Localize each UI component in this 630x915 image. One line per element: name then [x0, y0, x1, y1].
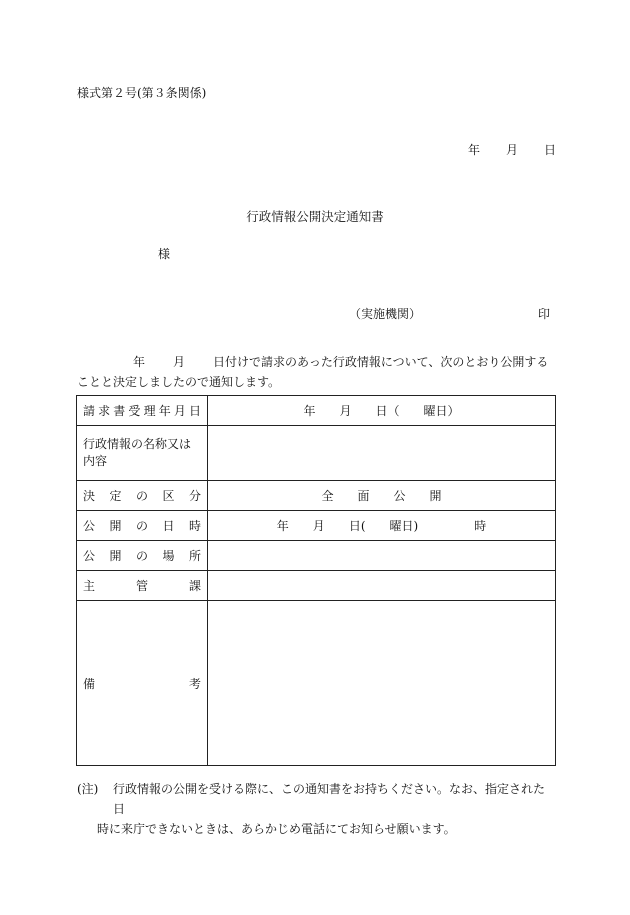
label-decision-type: [77, 481, 208, 511]
table-row: [77, 426, 556, 481]
label-decision-type-text: [83, 487, 201, 504]
date-month: 月: [506, 143, 519, 157]
agency-label: （実施機関）: [349, 307, 422, 321]
label-disclosure-place: [77, 541, 208, 571]
footnote-line-2: 時に来庁できないときは、あらかじめ電話にてお知らせ願います。: [97, 822, 456, 836]
label-text: 備 考: [83, 676, 201, 691]
footnote-first-line: [77, 779, 553, 819]
label-disclosure-datetime: [77, 511, 208, 541]
value-document-name: [208, 426, 556, 481]
value-part-day: 日(: [348, 519, 366, 533]
label-department: [77, 571, 208, 601]
label-disclosure-datetime-text: [83, 517, 201, 534]
table-row: [77, 541, 556, 571]
value-part: 面: [357, 489, 370, 503]
value-decision-type: [208, 481, 556, 511]
label-text: 公 開 の 場 所: [83, 549, 201, 563]
label-remarks-text: [83, 675, 201, 692]
seal-label: 印: [538, 307, 551, 321]
value-part: 公: [393, 489, 406, 503]
document-title: 行政情報公開決定通知書: [246, 209, 384, 224]
label-text: 主 管 課: [83, 579, 201, 593]
label-remarks: [77, 601, 208, 766]
value-disclosure-place: [208, 541, 556, 571]
value-part-weekday: 曜日）: [423, 404, 460, 418]
date-line: [468, 141, 556, 158]
form-number: 様式第２号(第３条関係): [77, 86, 207, 100]
value-part-day: 日（: [375, 404, 400, 418]
table-row: [77, 571, 556, 601]
footnote-line-1: 行政情報の公開を受ける際に、この通知書をお持ちください。なお、指定された日: [113, 782, 546, 816]
label-receipt-date-text: [83, 402, 201, 419]
value-part-month: 月: [312, 519, 325, 533]
intro-body: 日付けで請求のあった行政情報について、次のとおり公開することと決定しましたので通知します。: [77, 355, 549, 389]
value-part-year: 年: [276, 519, 289, 533]
value-remarks: [208, 601, 556, 766]
value-part-month: 月: [339, 404, 352, 418]
value-part: 開: [429, 489, 442, 503]
value-department: [208, 571, 556, 601]
table-row: [77, 481, 556, 511]
value-part-weekday: 曜日): [389, 519, 419, 533]
value-part: 全: [321, 489, 334, 503]
footnote: [77, 779, 553, 839]
table-row: [77, 511, 556, 541]
value-receipt-date: [208, 396, 556, 426]
table-row: [77, 396, 556, 426]
notice-table: [76, 395, 556, 766]
label-receipt-date: [77, 396, 208, 426]
intro-paragraph: [77, 352, 550, 392]
label-text: 請 求 書 受 理 年 月 日: [83, 404, 201, 418]
label-document-name: 行政情報の名称又は内容: [77, 426, 208, 481]
label-department-text: [83, 577, 201, 594]
label-disclosure-place-text: [83, 547, 201, 564]
value-disclosure-datetime: [208, 511, 556, 541]
recipient-suffix: 様: [158, 247, 171, 261]
intro-month: 月: [173, 355, 186, 369]
label-text: 公 開 の 日 時: [83, 519, 201, 533]
table-row: [77, 601, 556, 766]
date-year: 年: [468, 143, 481, 157]
value-part-year: 年: [303, 404, 316, 418]
date-day: 日: [544, 143, 557, 157]
label-text: 決 定 の 区 分: [83, 489, 201, 503]
intro-year: 年: [133, 355, 146, 369]
footnote-mark: (注): [77, 782, 99, 796]
value-part-hour: 時: [474, 519, 487, 533]
